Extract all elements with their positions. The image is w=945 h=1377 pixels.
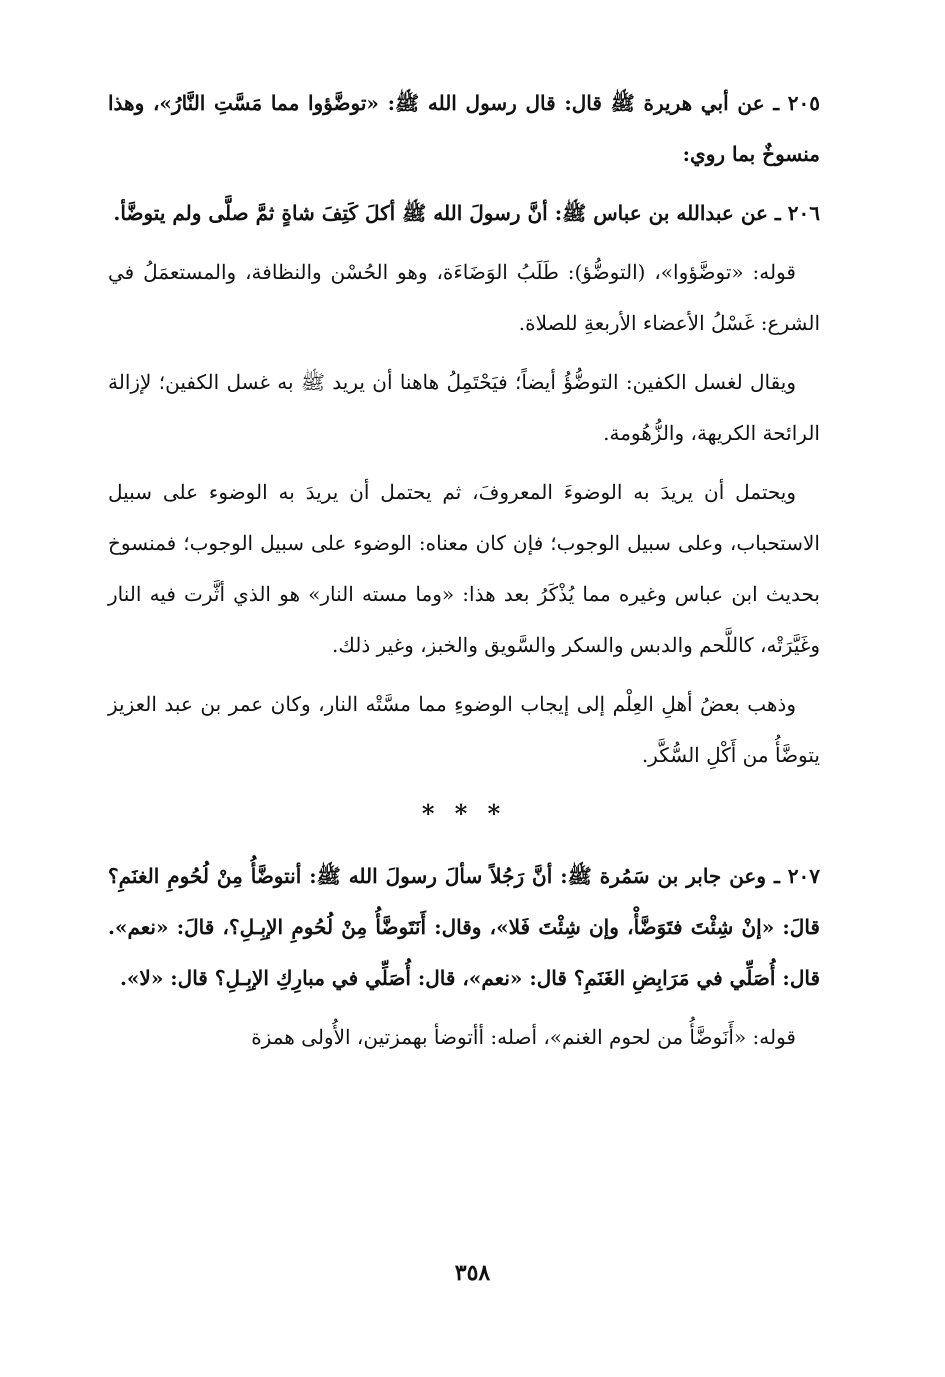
hadith-207-paragraph: ٢٠٧ ـ وعن جابر بن سَمُرة ﷺ: أنَّ رَجُلاً سألَ رسولَ الله ﷺ: أنتوضَّأُ مِنْ لُحُومِ الغنَمِ؟ قالَ: «إنْ شِئْتَ فتَوَضَّأْ، وإن شِئْتَ فَلا»، وقال: أَنَتَوضَّأُ مِنْ لُحُومِ الإبِـلِ؟، قالَ: «نعم». قال: أُصَلِّي في مَرَابِضِ الغَنَمِ؟ قال: «نعم»، قال: أُصَلِّي في مبارِكِ الإبِـلِ؟ قال: «لا». — [108, 864, 820, 990]
commentary-paragraph: ويقال لغسل الكفين: التوضُّؤُ أيضاً؛ فيَحْتَمِلُ هاهنا أن يريد ﷺ به غسل الكفين؛ لإزالة الرائحة الكريهة، والزُّهُومة. — [108, 370, 820, 445]
commentary-paragraph: وذهب بعضُ أهلِ العِلْم إلى إيجاب الوضوءِ مما مسَّتْه النار، وكان عمر بن عبد العزيز يتوضَّأُ من أَكْلِ السُّكَّر. — [108, 692, 820, 767]
commentary-paragraph: قوله: «توضَّؤوا»، (التوضُّؤ): طَلَبُ الوَضَاءَة، وهو الحُسْن والنظافة، والمستعمَلُ في الشرع: غَسْلُ الأعضاء الأربعةِ للصلاة. — [108, 260, 820, 335]
section-separator: * * * — [421, 799, 507, 828]
hadith-206-paragraph: ٢٠٦ ـ عن عبدالله بن عباس ﷺ: أنَّ رسولَ الله ﷺ أكلَ كَتِفَ شاةٍ ثمَّ صلَّى ولم يتوضَّأ. — [113, 201, 820, 225]
commentary-paragraph: قوله: «أَنَوضَّأُ من لحوم الغنم»، أصله: أأتوضأ بهمزتين، الأُولى همزة — [251, 1025, 796, 1049]
commentary-paragraph: ويحتمل أن يريدَ به الوضوءَ المعروفَ، ثم يحتمل أن يريدَ به الوضوء على سبيل الاستحباب، وعلى سبيل الوجوب؛ فإن كان معناه: الوضوء على سبيل الوجوب؛ فمنسوخ بحديث ابن عباس وغيره مما يُذْكَرُ بعد هذا: «وما مسته النار» هو الذي أثَّرت فيه النار وغَيَّرَتْه، كاللَّحم والدبس والسكر والسَّويق والخبز، وغير ذلك. — [108, 480, 820, 657]
hadith-205-paragraph: ٢٠٥ ـ عن أبي هريرة ﷺ قال: قال رسول الله ﷺ: «توضَّؤوا مما مَسَّتِ النَّارُ»، وهذا منسوخٌ بما روي: — [108, 91, 820, 166]
page-number: ٣٥٨ — [454, 1260, 491, 1286]
page-body — [108, 78, 820, 1071]
